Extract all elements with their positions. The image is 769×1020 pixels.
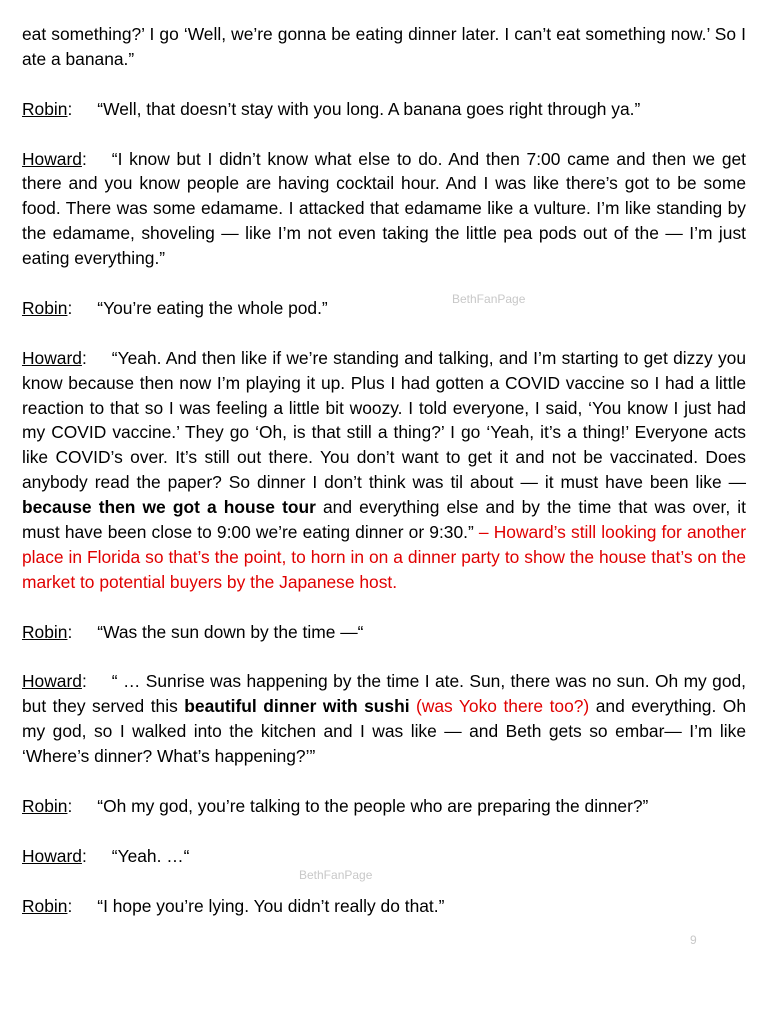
paragraph-text: and everything. Oh my god, so I walked into the kitchen and I was like — and Beth gets so embar— I’m like ‘Where’s dinner? What’s happening?’” [22, 696, 746, 767]
transcript-paragraph: Robin: “Well, that doesn’t stay with you long. A banana goes right through ya.” [22, 98, 641, 119]
paragraph-text: eat something?’ I go ‘Well, we’re gonna be eating dinner later. I can’t eat something now.’ So I ate a banana.” [22, 24, 746, 69]
watermark: BethFanPage [299, 868, 373, 882]
speaker-name: Howard [22, 347, 82, 368]
transcript-paragraph: Robin: “You’re eating the whole pod.” [22, 297, 328, 318]
speaker-name: Robin [22, 297, 68, 318]
bold-emphasis: because then we got a house tour [22, 497, 316, 518]
paragraph-text: “Was the sun down by the time —“ [97, 621, 364, 642]
transcript-page [22, 22, 746, 943]
transcript-paragraph: Howard: “Yeah. And then like if we’re standing and talking, and I’m starting to get dizzy you know because then now I’m playing it up. Plus I had gotten a COVID vaccine so I had a little reaction to that so I was feeling a little bit woozy. I told everyone, I said, ‘You know I just had my COVID vaccine.’ They go ‘Oh, is that still a thing?’ I go ‘Yeah, it’s a thing!’ Everyone acts like COVID’s over. It’s still out there. You don’t want to get it and not be vaccinated. Does anybody read the paper? So dinner I don’t think was til about — it must have been like — because then we got a house tour and everything else and by the time that was over, it must have been close to 9:00 we’re eating dinner or 9:30.” – Howard’s still looking for another place in Florida so that’s the point, to horn in on a dinner party to show the house that’s on the market to potential buyers by the Japanese host. [22, 347, 747, 592]
page-number: 9 [690, 933, 697, 947]
speaker-name: Robin [22, 621, 68, 642]
paragraph-text: “I know but I didn’t know what else to do. And then 7:00 came and then we get there and you know people are having cocktail hour. And I was like there’s got to be some food. There was some edamame. I attacked that edamame like a vulture. I’m like standing by the edamame, shoveling — like I’m not even taking the little pea pods out of the — I’m just eating everything.” [22, 148, 746, 269]
speaker-name: Howard [22, 148, 82, 169]
commentary-note: (was Yoko there too?) [409, 696, 590, 717]
transcript-paragraph: Robin: “Oh my god, you’re talking to the people who are preparing the dinner?” [22, 795, 649, 816]
paragraph-text: “Oh my god, you’re talking to the people who are preparing the dinner?” [97, 795, 649, 816]
paragraph-text: “Yeah. And then like if we’re standing and talking, and I’m starting to get dizzy you know because then now I’m playing it up. Plus I had gotten a COVID vaccine so I had a little reaction to that so I was feeling a little bit woozy. I told everyone, I said, ‘You know I just had my COVID vaccine.’ They go ‘Oh, is that still a thing?’ I go ‘Yeah, it’s a thing!’ Everyone acts like COVID’s over. It’s still out there. You don’t want to get it and not be vaccinated. Does anybody read the paper? So dinner I don’t think was til about — it must have been like — [22, 347, 746, 493]
paragraph-text: “Yeah. …“ [111, 845, 190, 866]
transcript-paragraph: Howard: “ … Sunrise was happening by the time I ate. Sun, there was no sun. Oh my god, but they served this beautiful dinner with sushi (was Yoko there too?) and everything. Oh my god, so I walked into the kitchen and I was like — and Beth gets so embar— I’m like ‘Where’s dinner? What’s happening?’” [22, 671, 746, 767]
paragraph-text: “ … Sunrise was happening by the time I ate. Sun, there was no sun. Oh my god, but they served this [22, 671, 746, 717]
paragraph-text: “Well, that doesn’t stay with you long. A banana goes right through ya.” [97, 98, 641, 119]
transcript-paragraph: Howard: “I know but I didn’t know what else to do. And then 7:00 came and then we get there and you know people are having cocktail hour. And I was like there’s got to be some food. There was some edamame. I attacked that edamame like a vulture. I’m like standing by the edamame, shoveling — like I’m not even taking the little pea pods out of the — I’m just eating everything.” [22, 148, 746, 269]
transcript-paragraph: Robin: “I hope you’re lying. You didn’t really do that.” [22, 895, 445, 916]
paragraph-text: and everything else and by the time that was over, it must have been close to 9:00 we’re eating dinner or 9:30.” [22, 497, 747, 543]
speaker-name: Robin [22, 98, 68, 119]
bold-emphasis: beautiful dinner with sushi [184, 696, 410, 717]
speaker-name: Howard [22, 845, 82, 866]
transcript-paragraph: Robin: “Was the sun down by the time —“ [22, 621, 364, 642]
watermark: BethFanPage [452, 292, 526, 306]
speaker-name: Robin [22, 895, 68, 916]
speaker-name: Howard [22, 671, 82, 692]
paragraph-text: “You’re eating the whole pod.” [97, 297, 328, 318]
transcript-paragraph: Howard: “Yeah. …“ [22, 845, 190, 866]
speaker-name: Robin [22, 795, 68, 816]
paragraph-text: “I hope you’re lying. You didn’t really do that.” [97, 895, 445, 916]
commentary-note: – Howard’s still looking for another place in Florida so that’s the point, to horn in on a dinner party to show the house that’s on the market to potential buyers by the Japanese host. [22, 522, 746, 592]
transcript-paragraph [22, 22, 746, 72]
